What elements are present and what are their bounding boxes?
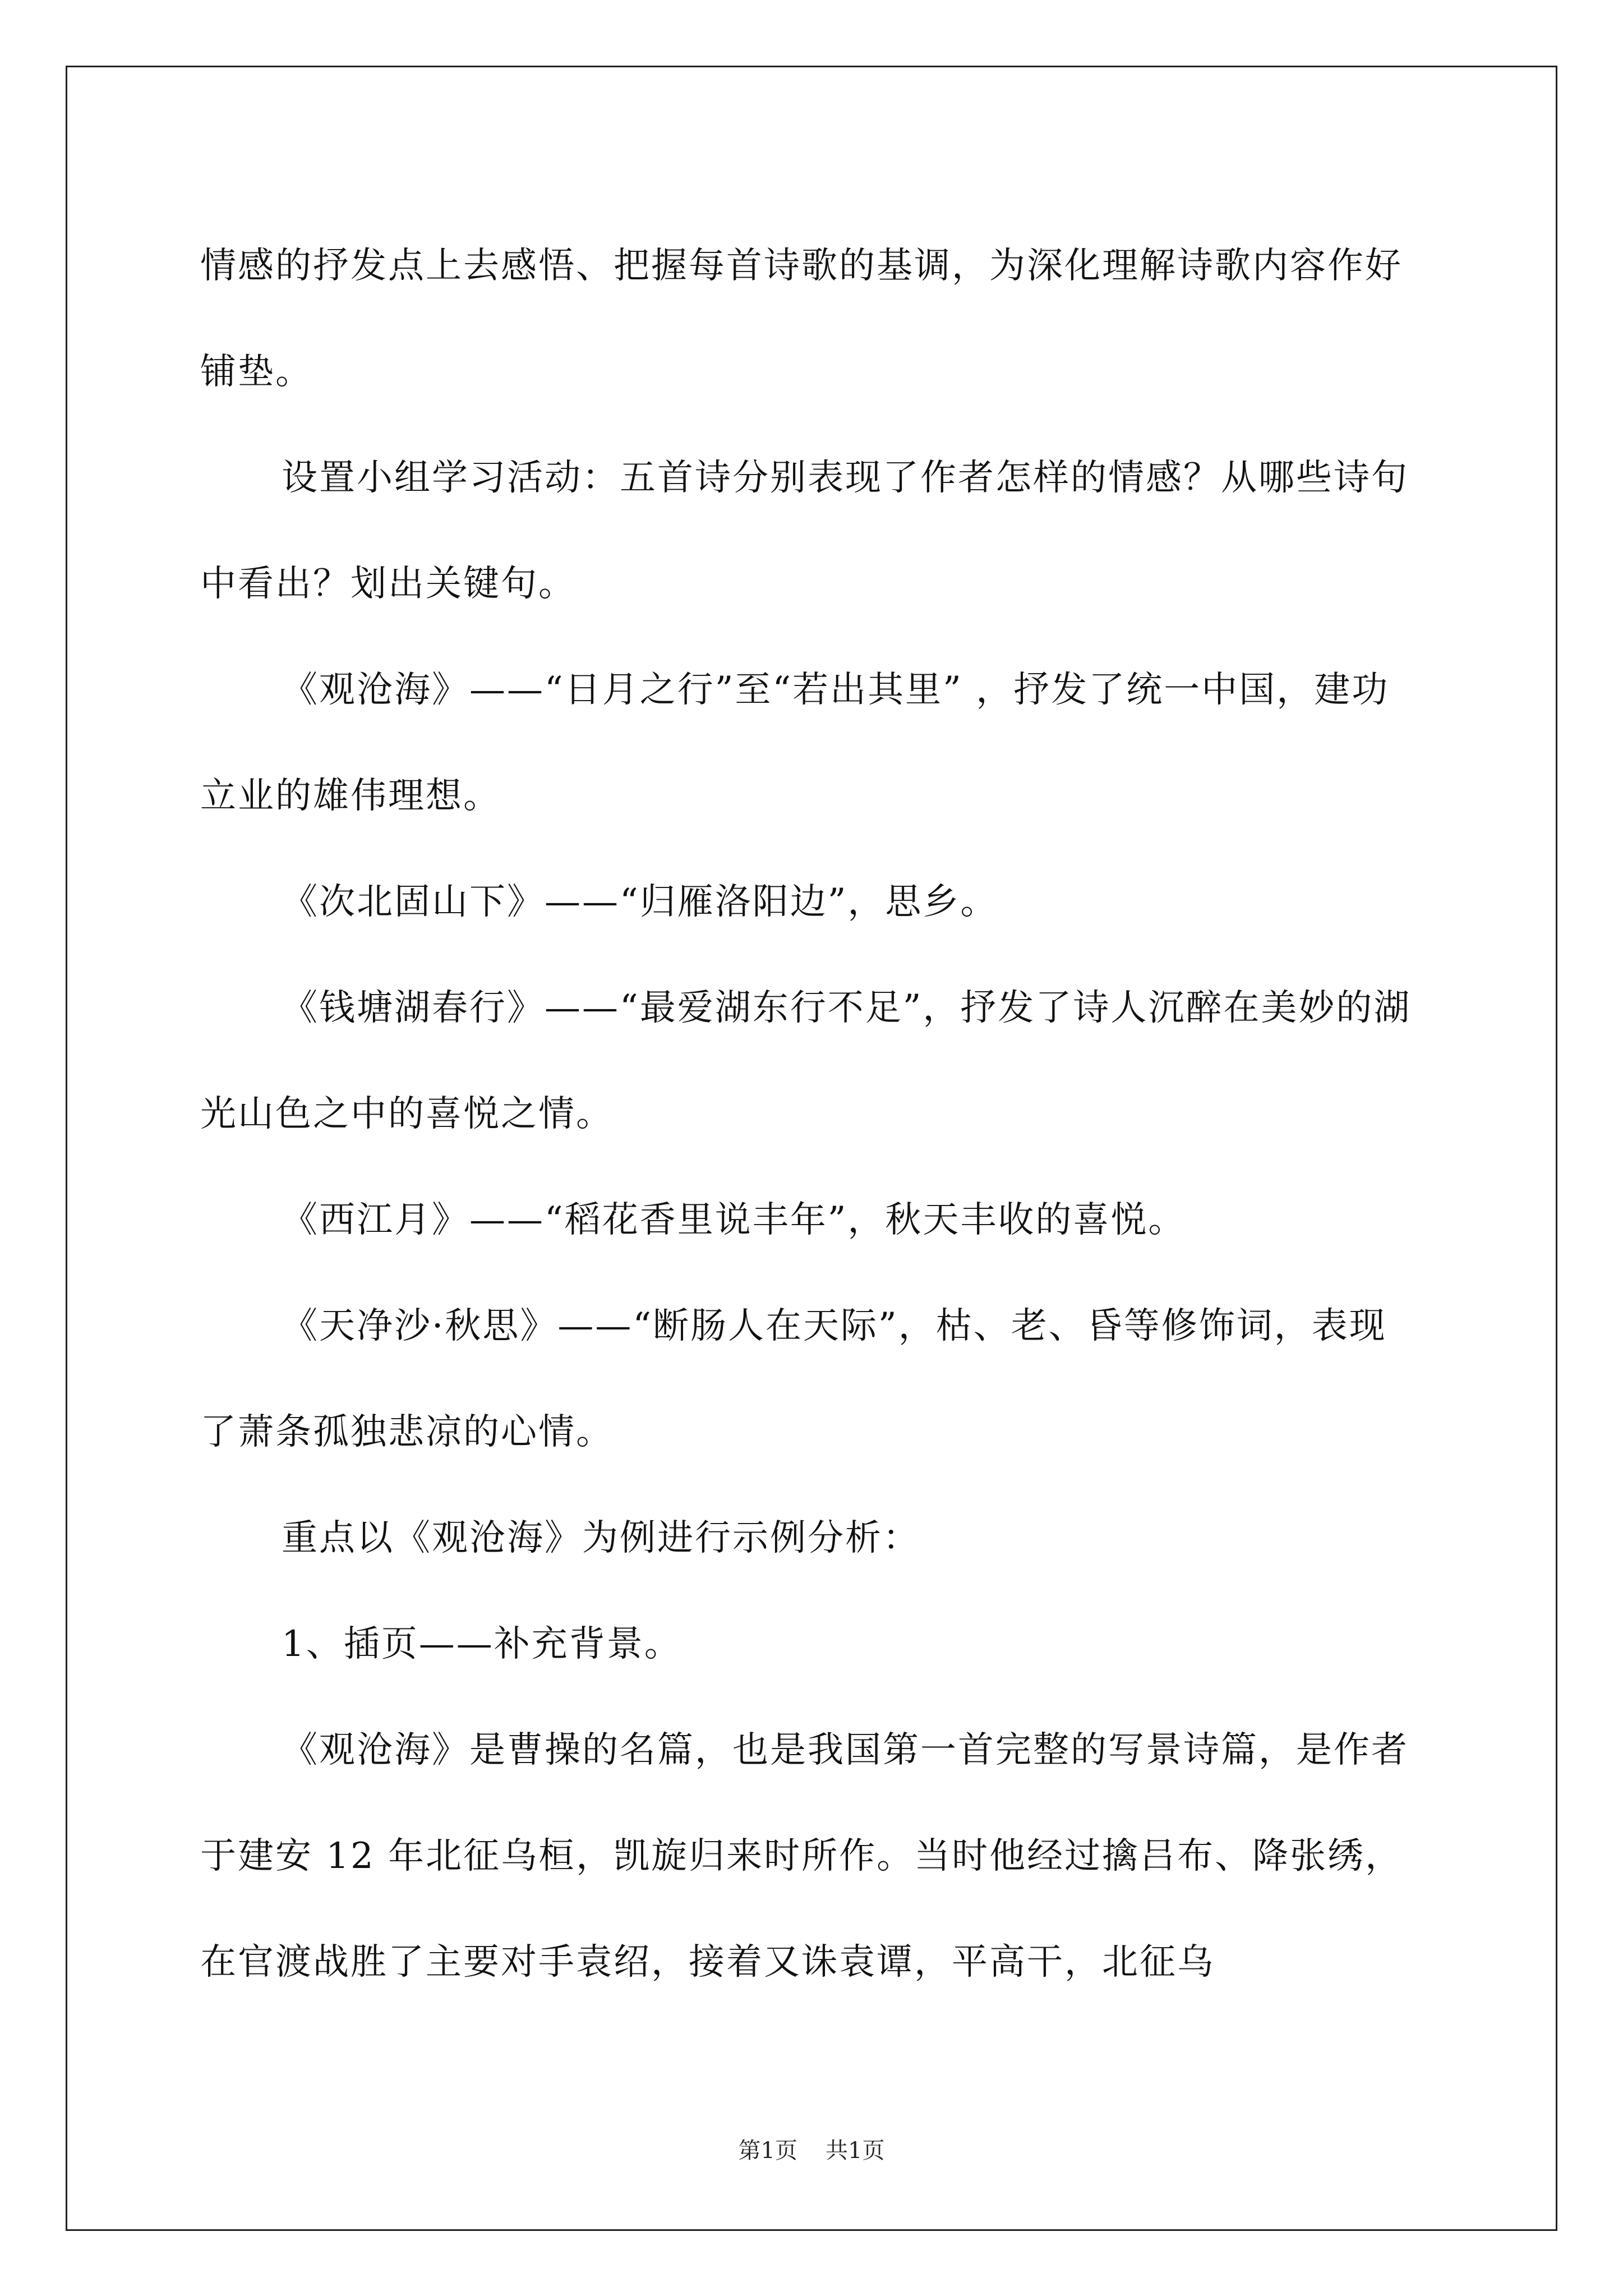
paragraph: 《天净沙·秋思》——“断肠人在天际”，枯、老、昏等修饰词，表现了萧条孤独悲凉的心情。 bbox=[200, 1305, 1387, 1453]
page-number: 第1页 bbox=[738, 2138, 797, 2164]
paragraph: 1、插页——补充背景。 bbox=[282, 1623, 682, 1665]
paragraph: 情感的抒发点上去感悟、把握每首诗歌的基调，为深化理解诗歌内容作好铺垫。 bbox=[200, 245, 1403, 393]
paragraph: 重点以《观沧海》为例进行示例分析： bbox=[282, 1517, 920, 1559]
page-total: 共1页 bbox=[826, 2138, 885, 2164]
paragraph: 《次北固山下》——“归雁洛阳边”，思乡。 bbox=[282, 881, 998, 923]
paragraph: 《西江月》——“稻花香里说丰年”，秋天丰收的喜悦。 bbox=[282, 1199, 1186, 1241]
paragraph: 《观沧海》是曹操的名篇，也是我国第一首完整的写景诗篇，是作者于建安 12 年北征乌桓，凯旋归来时所作。当时他经过擒吕布、降张绣，在官渡战胜了主要对手袁绍，接着又诛袁谭，平高干，北征乌 bbox=[200, 1729, 1409, 1983]
paragraph: 《钱塘湖春行》——“最爱湖东行不足”，抒发了诗人沉醉在美妙的湖光山色之中的喜悦之情。 bbox=[200, 987, 1412, 1135]
page-footer bbox=[0, 2133, 1623, 2165]
paragraph: 《观沧海》——“日月之行”至“若出其里” ，抒发了统一中国，建功立业的雄伟理想。 bbox=[200, 669, 1390, 817]
document-body bbox=[200, 213, 1423, 2016]
paragraph: 设置小组学习活动：五首诗分别表现了作者怎样的情感？从哪些诗句中看出？划出关键句。 bbox=[200, 457, 1409, 605]
